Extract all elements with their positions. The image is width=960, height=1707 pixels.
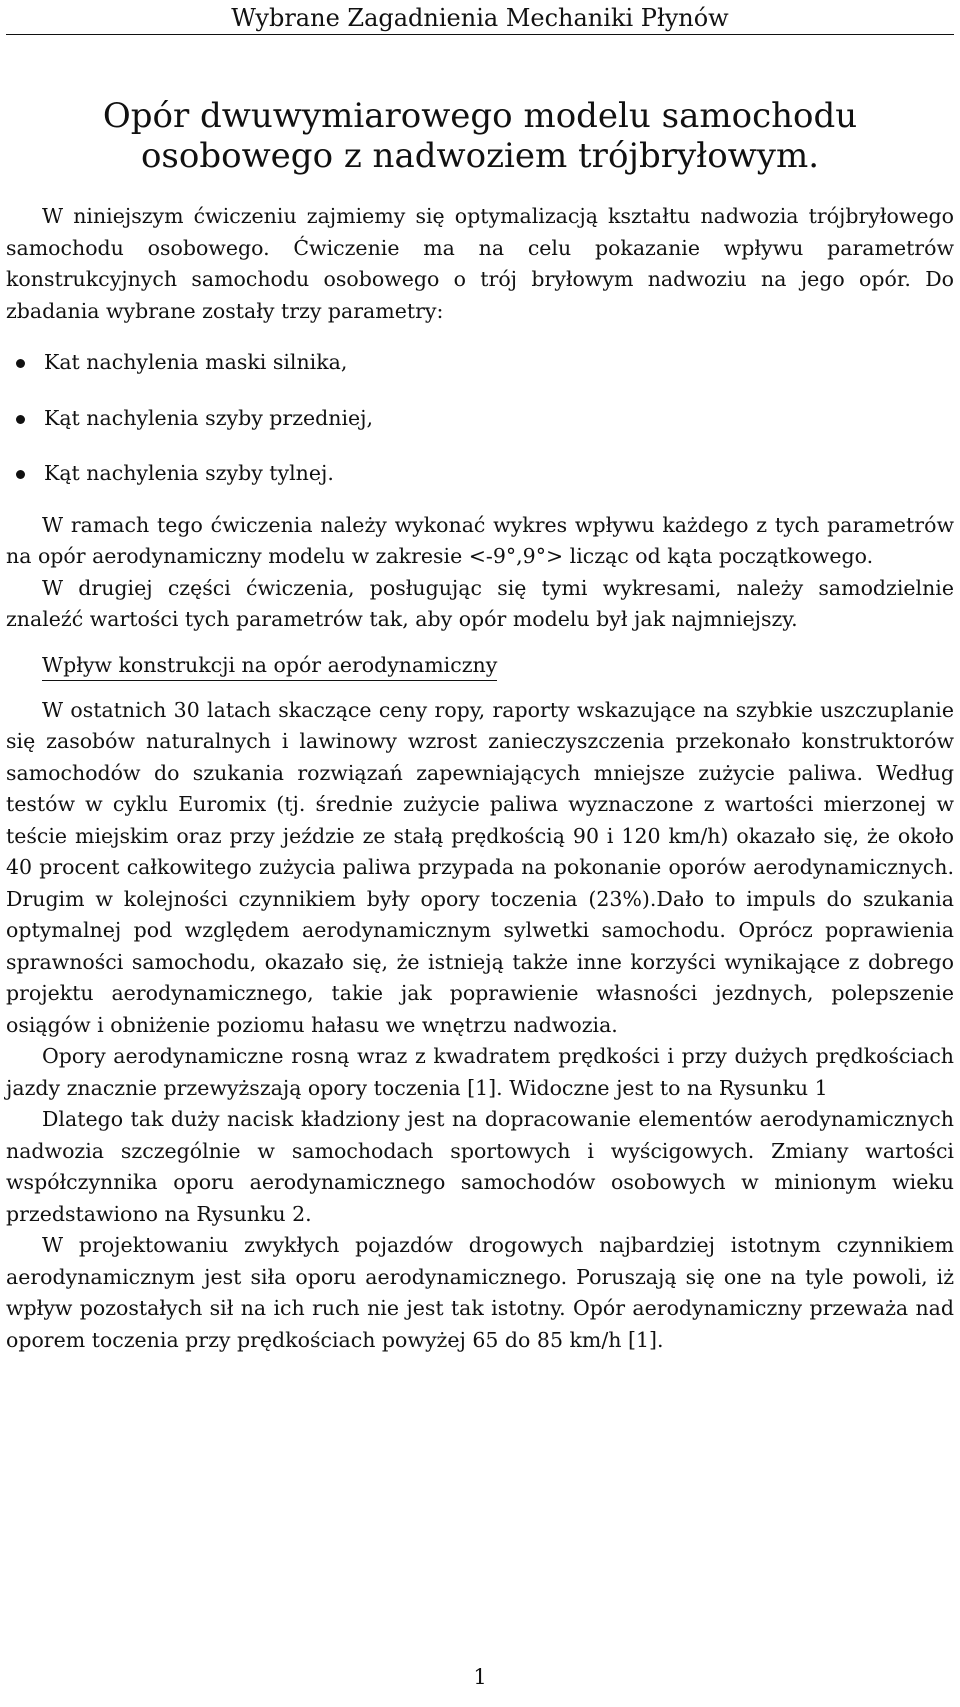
running-header: Wybrane Zagadnienia Mechaniki Płynów — [231, 4, 729, 32]
header-rule — [6, 34, 954, 35]
section-paragraph: W projektowaniu zwykłych pojazdów drogowych najbardziej istotnym czynnikiem aerodynamicznym jest siła oporu aerodynamicznego. Poruszają się one na tyle powoli, iż wpływ pozostałych sił na ich ruch nie jest tak istotny. Opór aerodynamiczny przeważa nad oporem toczenia przy prędkościach powyżej 65 do 85 km/h [1]. — [6, 1233, 954, 1352]
list-item — [44, 458, 954, 490]
intro-paragraph: W niniejszym ćwiczeniu zajmiemy się optymalizacją kształtu nadwozia trójbryłowego samochodu osobowego. Ćwiczenie ma na celu pokazanie wpływu parametrów konstrukcyjnych samochodu osobowego o trój bryłowym nadwoziu na jego opór. Do zbadania wybrane zostały trzy parametry: — [6, 204, 954, 323]
bullet-icon — [16, 359, 25, 368]
section-paragraph: Opory aerodynamiczne rosną wraz z kwadratem prędkości i przy dużych prędkościach jazdy znacznie przewyższają opory toczenia [1]. Widoczne jest to na Rysunku 1 — [6, 1044, 954, 1100]
list-item — [44, 403, 954, 435]
bullet-icon — [16, 470, 25, 479]
section-heading: Wpływ konstrukcji na opór aerodynamiczny — [42, 650, 497, 681]
body-content — [6, 201, 954, 1356]
section-paragraph: Dlatego tak duży nacisk kładziony jest na dopracowanie elementów aerodynamicznych nadwozia szczególnie w samochodach sportowych i wyścigowych. Zmiany wartości współczynnika oporu aerodynamicznego samochodów osobowych w minionym wieku przedstawiono na Rysunku 2. — [6, 1107, 954, 1226]
title-line-1: Opór dwuwymiarowego modelu samochodu — [102, 96, 858, 136]
bullet-icon — [16, 415, 25, 424]
list-item-text: Kąt nachylenia szyby przedniej, — [44, 405, 374, 430]
section-paragraph: W ostatnich 30 latach skaczące ceny ropy, raporty wskazujące na szybkie uszczuplanie się zasobów naturalnych i lawinowy wzrost zanieczyszczenia przekonało konstruktorów samochodów do szukania rozwiązań zapewniających mniejsze zużycie paliwa. Według testów w cyklu Euromix (tj. średnie zużycie paliwa wyznaczone z wartości mierzonej w teście miejskim oraz przy jeździe ze stałą prędkością 90 i 120 km/h) okazało się, że około 40 procent całkowitego zużycia paliwa przypada na pokonanie oporów aerodynamicznych. Drugim w kolejności czynnikiem były opory toczenia (23%).Dało to impuls do szukania optymalnej pod względem aerodynamicznym sylwetki samochodu. Oprócz poprawienia sprawności samochodu, okazało się, że istnieją także inne korzyści wynikające z dobrego projektu aerodynamicznego, takie jak poprawienie własności jezdnych, polepszenie osiągów i obniżenie poziomu hałasu we wnętrzu nadwozia. — [6, 697, 954, 1037]
task-paragraph: W ramach tego ćwiczenia należy wykonać wykres wpływu każdego z tych parametrów na opór aerodynamiczny modelu w zakresie <-9°,9°> licząc od kąta początkowego. — [6, 512, 954, 568]
title-line-2: osobowego z nadwoziem trójbryłowym. — [140, 136, 820, 176]
list-item-text: Kąt nachylenia szyby tylnej. — [44, 461, 334, 485]
document-title — [0, 96, 960, 176]
task-paragraph-2: W drugiej części ćwiczenia, posługując się tymi wykresami, należy samodzielnie znaleźć wartości tych parametrów tak, aby opór modelu był jak najmniejszy. — [6, 575, 954, 631]
list-item-text: Kat nachylenia maski silnika, — [44, 350, 348, 374]
parameter-list — [6, 347, 954, 490]
list-item — [44, 347, 954, 379]
page-number: 1 — [473, 1665, 487, 1689]
